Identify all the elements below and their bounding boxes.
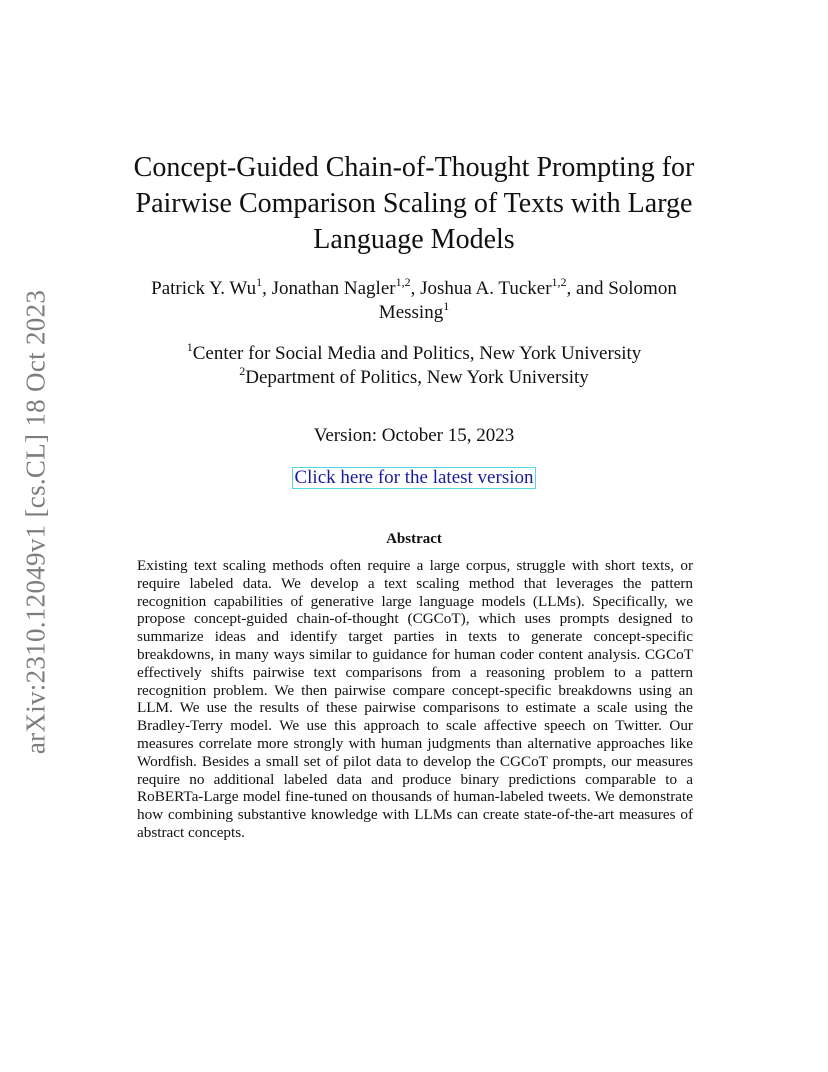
abstract-body: Existing text scaling methods often require a large corpus, struggle with short texts, or require labeled data. We develop a text scaling method that leverages the pattern recognition capabilities of generative large language models (LLMs). Specifically, we propose concept-guided chain-of-thought (CGCoT), which uses prompts designed to summarize ideas and identify target parties in texts to generate concept-specific breakdowns, in many ways similar to guidance for human coder content analysis. CGCoT effectively shifts pairwise text comparisons from a reasoning problem to a pattern recognition problem. We then pairwise compare concept-specific breakdowns using an LLM. We use the results of these pairwise comparisons to estimate a scale using the Bradley-Terry model. We use this approach to scale affective speech on Twitter. Our measures correlate more strongly with human judgments than alternative approaches like Wordfish. Besides a small set of pilot data to develop the CGCoT prompts, our measures require no additional labeled data and produce binary predictions comparable to a RoBERTa-Large model fine-tuned on thousands of human-labeled tweets. We demonstrate how combining substantive knowledge with LLMs can create state-of-the-art measures of abstract concepts. — [137, 557, 693, 841]
abstract-heading: Abstract — [386, 531, 442, 547]
affiliation-mark: 1 — [186, 339, 193, 354]
affiliation-list — [100, 339, 728, 390]
affiliation-item — [100, 339, 728, 366]
arxiv-identifier: arXiv:2310.12049v1 [cs.CL] 18 Oct 2023 — [20, 289, 51, 755]
affiliation-text: Department of Politics, New York University — [245, 367, 589, 388]
author-affiliation-mark: 1,2 — [395, 274, 411, 289]
version-date: Version: October 15, 2023 — [313, 425, 515, 446]
author-affiliation-mark: 1 — [443, 298, 450, 313]
author-affiliation-mark: 1 — [256, 274, 263, 289]
title-line: Pairwise Comparison Scaling of Texts with Large — [135, 188, 693, 219]
affiliation-mark: 2 — [239, 363, 246, 378]
author-conjunction: and Solomon — [576, 278, 677, 299]
author-name: Patrick Y. Wu — [151, 278, 257, 299]
affiliation-item — [100, 363, 728, 390]
author-name: Joshua A. Tucker — [420, 278, 552, 299]
latest-version-link-container — [100, 467, 728, 489]
author-affiliation-mark: 1,2 — [551, 274, 567, 289]
affiliation-text: Center for Social Media and Politics, New York University — [192, 343, 642, 364]
latest-version-link[interactable]: Click here for the latest version — [294, 467, 534, 488]
title-line: Concept-Guided Chain-of-Thought Prompting for — [133, 152, 695, 183]
paper-title — [110, 150, 718, 258]
title-line: Language Models — [313, 224, 515, 255]
author-list: Patrick Y. Wu$^1$, Jonathan Nagler$^{1,2}$, Joshua A. Tucker$^{1,2}$, and Solomon Messing$^1$ — [151, 274, 677, 323]
author-name: Messing — [378, 302, 444, 323]
author-name: Jonathan Nagler — [271, 278, 396, 299]
